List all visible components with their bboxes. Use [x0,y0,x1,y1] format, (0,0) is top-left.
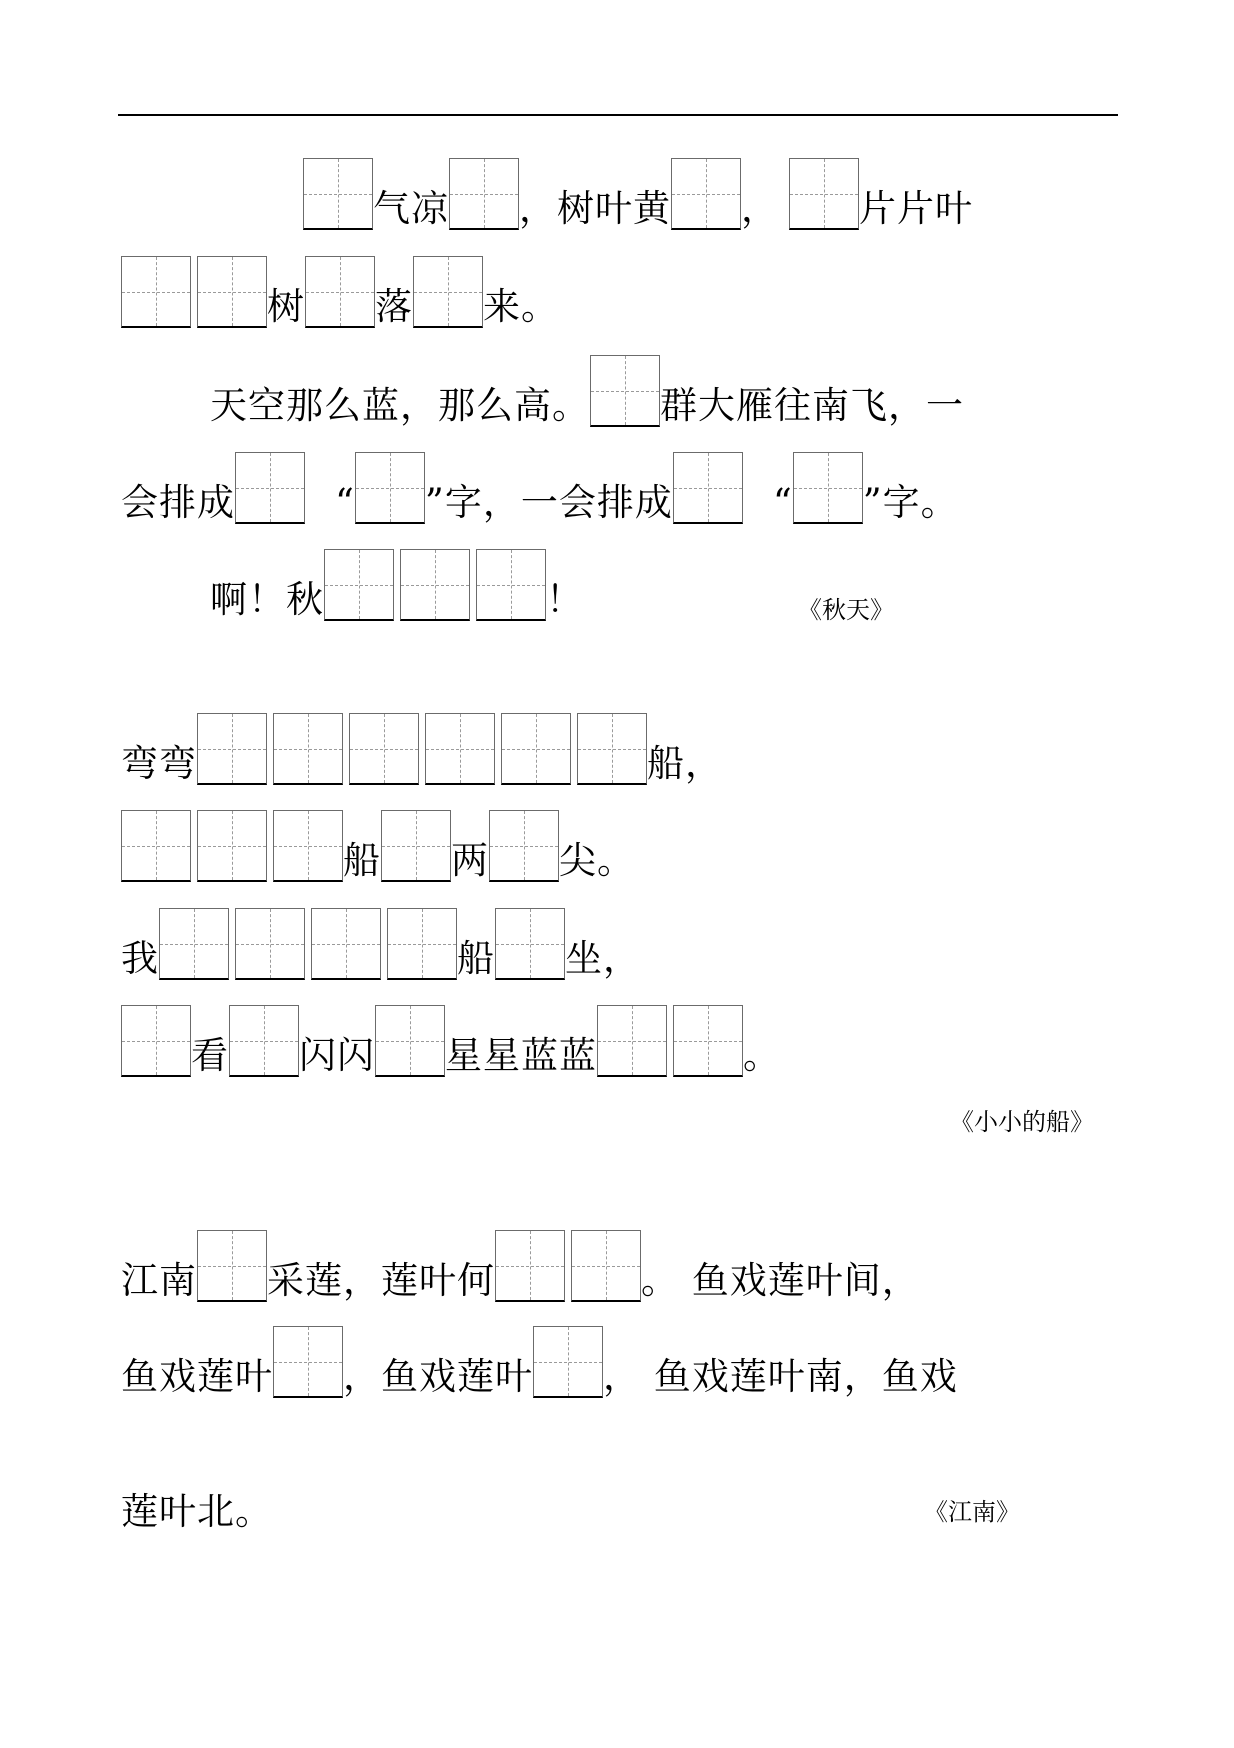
blank-box[interactable] [671,158,741,230]
blank-box[interactable] [476,549,546,621]
blank-box[interactable] [381,810,451,882]
blank-box[interactable] [425,713,495,785]
poem3-line3 [121,1453,273,1533]
blank-box[interactable] [489,810,559,882]
blank-box[interactable] [273,810,343,882]
poem-text: 树 [267,285,305,328]
poem-text: 船 [343,839,381,882]
source-title: 《小小的船》 [950,1108,1094,1136]
poem3-line1 [121,1222,920,1302]
blank-box[interactable] [597,1005,667,1077]
poem2-line2 [121,802,635,882]
source-title: 《江南》 [924,1498,1020,1526]
blank-box[interactable] [449,158,519,230]
blank-box[interactable] [303,158,373,230]
poem-text: 会排成 [121,481,235,524]
poem-text: “ [335,481,355,524]
blank-box[interactable] [197,713,267,785]
poem-text: 气凉 [373,187,449,230]
poem-text: 看 [191,1034,229,1077]
poem-text: 船 [457,937,495,980]
poem1-line1 [303,150,973,230]
blank-box[interactable] [577,713,647,785]
poem-text: ，鱼戏莲叶 [343,1355,533,1398]
poem-text: ”字，一会排成 [424,481,673,524]
poem-text: 莲叶北。 [121,1490,273,1533]
poem-text: 江南 [121,1259,197,1302]
blank-box[interactable] [387,908,457,980]
blank-box[interactable] [495,1230,565,1302]
poem-text: 坐， [565,937,641,980]
poem-text: 星星蓝蓝 [445,1034,597,1077]
poem-text: ，树叶黄 [519,187,671,230]
blank-box[interactable] [121,810,191,882]
poem-text: 鱼戏莲叶 [121,1355,273,1398]
blank-box[interactable] [311,908,381,980]
blank-box[interactable] [789,158,859,230]
blank-box[interactable] [305,256,375,328]
poem-text: 尖。 [559,839,635,882]
blank-box[interactable] [197,1230,267,1302]
blank-box[interactable] [229,1005,299,1077]
blank-box[interactable] [235,452,305,524]
poem1-line3 [210,347,964,427]
poem-text: “ [772,481,793,524]
blank-box[interactable] [400,549,470,621]
blank-box[interactable] [121,1005,191,1077]
blank-box[interactable] [349,713,419,785]
poem-text: 啊！秋 [210,578,324,621]
blank-box[interactable] [501,713,571,785]
blank-box[interactable] [324,549,394,621]
blank-box[interactable] [673,452,743,524]
blank-box[interactable] [159,908,229,980]
blank-box[interactable] [197,256,267,328]
poem2-line3 [121,900,641,980]
poem-text: 落 [375,285,413,328]
poem3-line2 [121,1318,958,1398]
blank-box[interactable] [197,810,267,882]
poem-text: 采莲，莲叶何 [267,1259,495,1302]
poem-text: 来。 [483,285,559,328]
blank-box[interactable] [375,1005,445,1077]
poem-text: 我 [121,937,159,980]
blank-box[interactable] [590,355,660,427]
blank-box[interactable] [273,713,343,785]
poem-text: ”字。 [862,481,959,524]
poem-text: ， [741,187,779,230]
blank-box[interactable] [793,452,863,524]
blank-box[interactable] [355,452,425,524]
poem-text: 群大雁往南飞，一 [660,384,964,427]
poem-text: 。 [743,1034,781,1077]
blank-box[interactable] [235,908,305,980]
poem-text: 弯弯 [121,742,197,785]
poem-text: 片片叶 [859,187,973,230]
poem-text: 闪闪 [299,1034,375,1077]
poem-text: 。 鱼戏莲叶间， [641,1259,920,1302]
poem2-line1 [121,705,723,785]
blank-box[interactable] [495,908,565,980]
poem-text: 船， [647,742,723,785]
poem-text: ， 鱼戏莲叶南，鱼戏 [603,1355,958,1398]
blank-box[interactable] [673,1005,743,1077]
poem1-line4 [121,444,959,524]
blank-box[interactable] [533,1326,603,1398]
blank-box[interactable] [121,256,191,328]
blank-box[interactable] [273,1326,343,1398]
blank-box[interactable] [413,256,483,328]
poem2-line4 [121,997,781,1077]
poem1-line2 [121,248,559,328]
header-rule [118,114,1118,116]
poem1-line5 [210,541,584,621]
poem-text: 天空那么蓝，那么高。 [210,384,590,427]
poem-text: ！ [546,578,584,621]
blank-box[interactable] [571,1230,641,1302]
source-title: 《秋天》 [798,596,894,624]
poem-text: 两 [451,839,489,882]
